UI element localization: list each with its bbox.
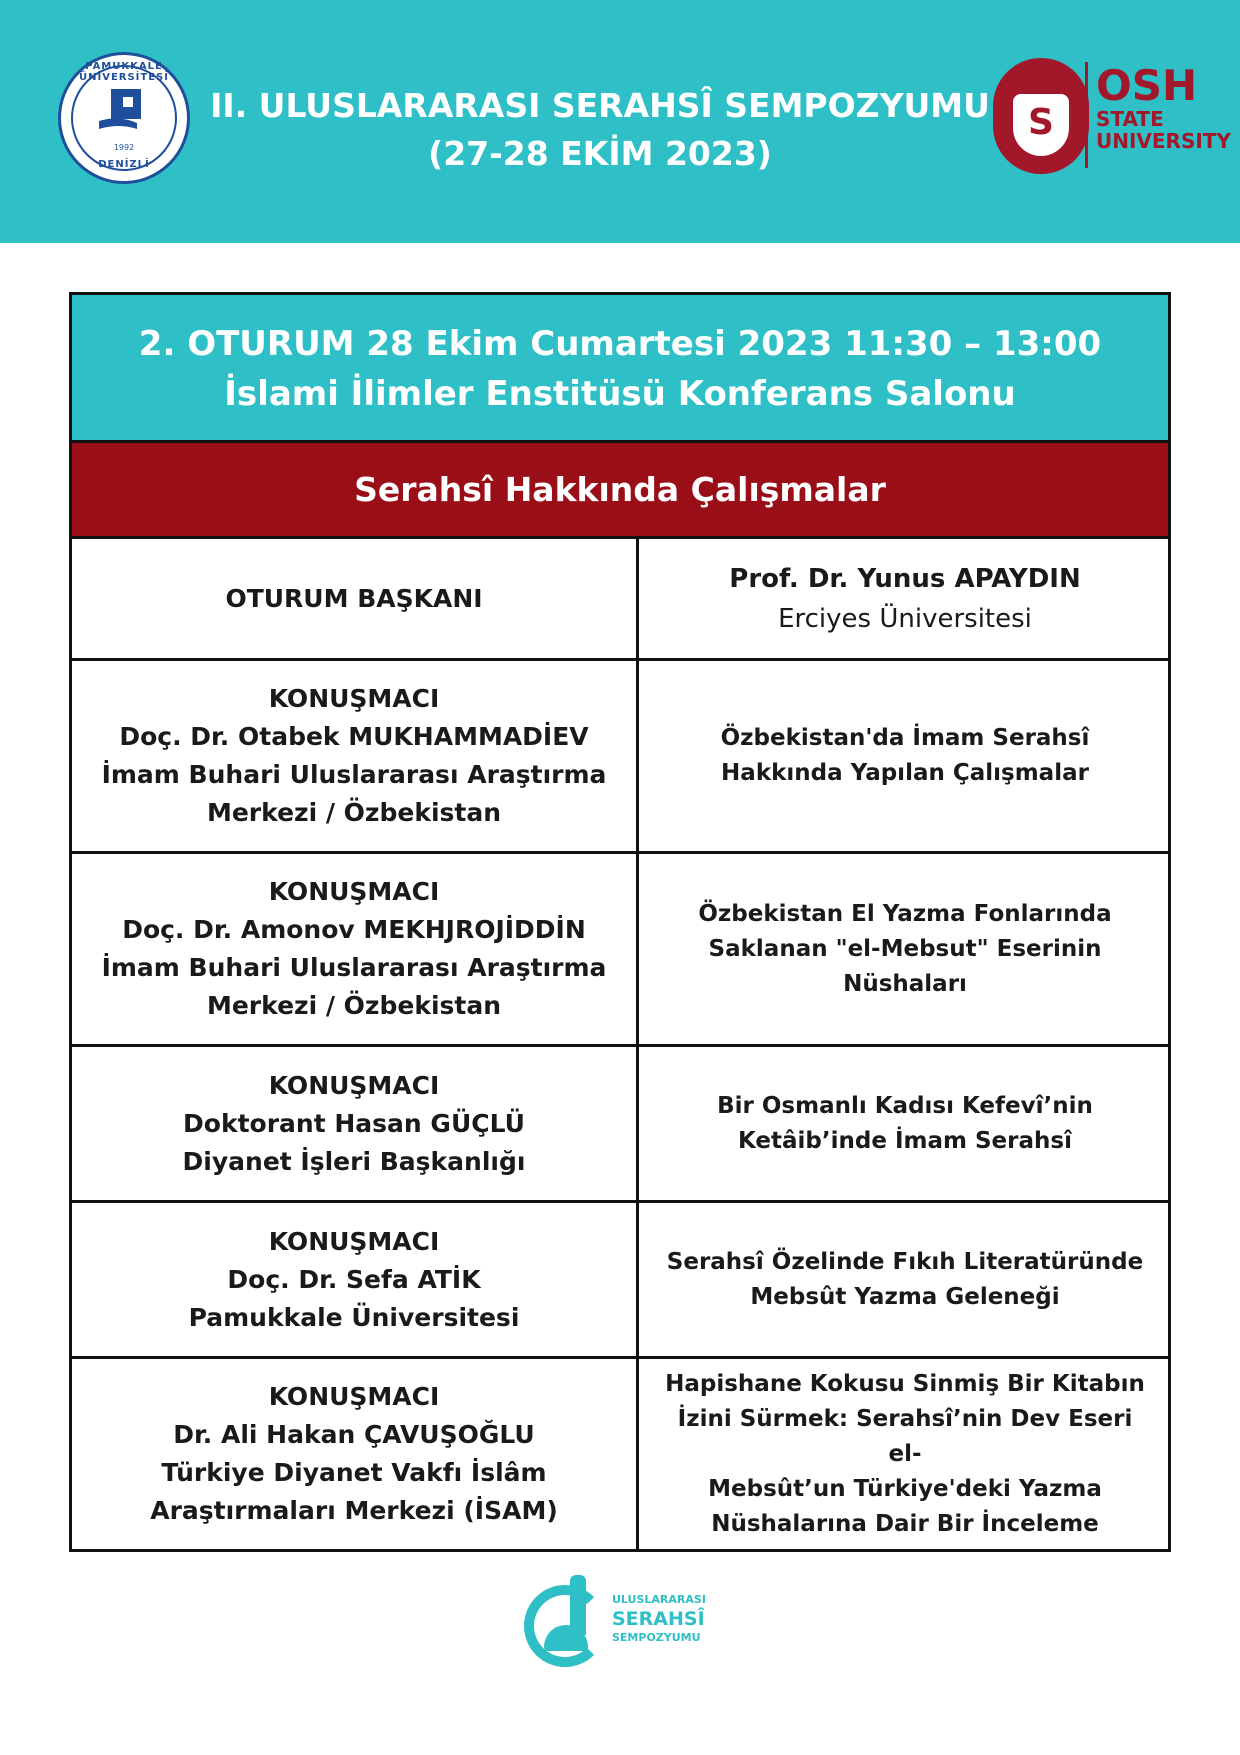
paper-title: Nüshalarına Dair Bir İnceleme (711, 1510, 1099, 1537)
speaker-institution: İmam Buhari Uluslararası Araştırma (101, 953, 607, 982)
session-header (72, 295, 1168, 443)
paper-title: İzini Sürmek: Serahsî’nin Dev Eseri el- (677, 1405, 1133, 1467)
session-table (69, 292, 1171, 1552)
session-datetime: 2. OTURUM 28 Ekim Cumartesi 2023 11:30 – 13:00 (138, 324, 1102, 364)
paper-title: Özbekistan El Yazma Fonlarında (698, 900, 1112, 927)
osh-name (1096, 61, 1231, 153)
speaker-cell (72, 1047, 639, 1200)
pamukkale-university-logo (58, 52, 190, 184)
footer-logo-line2: SERAHSÎ (612, 1608, 705, 1630)
paper-title: Mebsût Yazma Geleneği (750, 1283, 1060, 1310)
symposium-footer-logo (524, 1575, 724, 1675)
speaker-row (72, 1359, 1168, 1549)
speaker-name: Doç. Dr. Otabek MUKHAMMADİEV (119, 722, 589, 751)
speaker-institution: Araştırmaları Merkezi (İSAM) (150, 1496, 558, 1525)
logo-bottom-text: DENİZLİ (98, 159, 150, 170)
paper-title: Saklanan "el-Mebsut" Eserinin (708, 935, 1102, 962)
speaker-cell (72, 854, 639, 1044)
session-topic: Serahsî Hakkında Çalışmalar (72, 443, 1168, 539)
paper-title: Ketâib’inde İmam Serahsî (738, 1127, 1072, 1154)
footer-logo-line1: ULUSLARARASI (612, 1593, 706, 1606)
paper-title: Bir Osmanlı Kadısı Kefevî’nin (717, 1092, 1093, 1119)
speaker-name: Doç. Dr. Amonov MEKHJROJİDDİN (122, 915, 586, 944)
speaker-institution: Merkezi / Özbekistan (206, 991, 502, 1020)
speaker-cell (72, 1359, 639, 1549)
paper-title: Nüshaları (843, 970, 967, 997)
speaker-row (72, 854, 1168, 1047)
chair-row (72, 539, 1168, 661)
speaker-institution: Türkiye Diyanet Vakfı İslâm (161, 1458, 547, 1487)
paper-title-cell (642, 1359, 1168, 1549)
symposium-title-line1: II. ULUSLARARASI SERAHSÎ SEMPOZYUMU (210, 86, 990, 125)
hand-emblem-icon (99, 89, 149, 135)
speaker-name: Doktorant Hasan GÜÇLÜ (183, 1108, 525, 1138)
chair-name: Prof. Dr. Yunus APAYDIN (729, 563, 1081, 594)
speaker-institution: İmam Buhari Uluslararası Araştırma (101, 760, 607, 789)
paper-title-cell (642, 1047, 1168, 1200)
speaker-institution: Pamukkale Üniversitesi (188, 1302, 520, 1332)
speaker-name: Doç. Dr. Sefa ATİK (227, 1264, 481, 1294)
paper-title-cell (642, 854, 1168, 1044)
paper-title: Özbekistan'da İmam Serahsî (720, 725, 1090, 751)
speaker-cell (72, 1203, 639, 1356)
speaker-row (72, 1047, 1168, 1203)
chair-label: OTURUM BAŞKANI (225, 583, 483, 613)
session-venue: İslami İlimler Enstitüsü Konferans Salonu (224, 374, 1016, 414)
speaker-row (72, 661, 1168, 854)
symposium-title-line2: (27-28 EKİM 2023) (428, 134, 772, 173)
footer-logo-text (612, 1593, 706, 1645)
footer-logo-line3: SEMPOZYUMU (612, 1631, 701, 1644)
speaker-role: KONUŞMACI (268, 1382, 440, 1411)
osh-divider (1085, 62, 1088, 168)
speaker-institution: Merkezi / Özbekistan (206, 798, 502, 827)
speaker-role: KONUŞMACI (268, 1226, 440, 1256)
speaker-role: KONUŞMACI (268, 1070, 440, 1100)
logo-top-text: PAMUKKALE ÜNİVERSİTESİ (79, 61, 169, 83)
osh-name-line3: UNIVERSITY (1096, 129, 1231, 153)
paper-title: Serahsî Özelinde Fıkıh Literatüründe (666, 1248, 1144, 1275)
paper-title-cell (642, 661, 1168, 851)
osh-name-line2: STATE (1096, 107, 1164, 131)
chair-info-cell (642, 539, 1168, 658)
speaker-institution: Diyanet İşleri Başkanlığı (182, 1146, 526, 1176)
speaker-name: Dr. Ali Hakan ÇAVUŞOĞLU (173, 1420, 535, 1449)
logo-year: 1992 (113, 143, 135, 152)
paper-title: Mebsût’un Türkiye'deki Yazma (708, 1475, 1102, 1502)
osh-letter: S (1028, 102, 1054, 143)
paper-title: Hapishane Kokusu Sinmiş Bir Kitabın (665, 1370, 1145, 1397)
osh-state-university-logo (993, 58, 1231, 178)
header-banner (0, 0, 1240, 243)
paper-title-cell (642, 1203, 1168, 1356)
speaker-cell (72, 661, 639, 851)
paper-title: Hakkında Yapılan Çalışmalar (721, 760, 1089, 786)
speaker-row (72, 1203, 1168, 1359)
chair-institution: Erciyes Üniversitesi (778, 603, 1032, 634)
speaker-role: KONUŞMACI (268, 877, 440, 906)
chair-label-cell (72, 539, 639, 658)
osh-name-line1: OSH (1096, 61, 1198, 110)
symposium-title (200, 82, 1000, 178)
speaker-role: KONUŞMACI (268, 684, 440, 713)
